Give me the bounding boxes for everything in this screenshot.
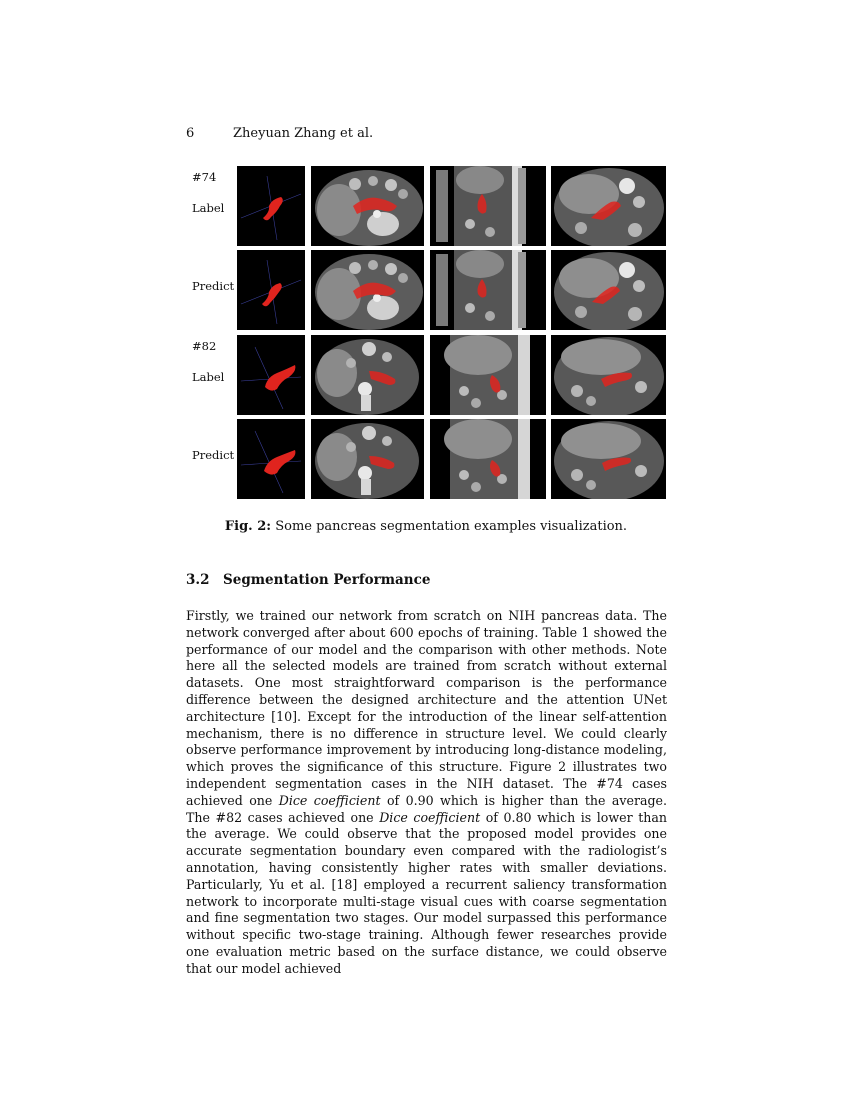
- figure-label: Fig. 2:: [224, 519, 272, 534]
- figure-caption: [186, 519, 666, 534]
- sagittal-ct-panel: [430, 166, 546, 246]
- sagittal-ct-panel: [430, 250, 546, 330]
- case-id: #74: [192, 170, 217, 184]
- coronal-ct-panel: [551, 419, 666, 499]
- sagittal-ct-panel: [430, 419, 546, 499]
- body-paragraph: [186, 608, 667, 978]
- sagittal-ct-panel: [430, 335, 546, 415]
- figure-caption-text: Some pancreas segmentation examples visualization.: [271, 519, 628, 534]
- case-id: #82: [192, 339, 217, 353]
- render-3d-panel: [237, 335, 305, 415]
- paragraph-emphasis: Dice coefficient: [379, 809, 481, 825]
- coronal-ct-panel: [551, 166, 666, 246]
- axial-ct-panel: [311, 166, 424, 246]
- render-3d-panel: [237, 166, 305, 246]
- figure-row-case82-label: [186, 335, 666, 415]
- section-title: Segmentation Performance: [223, 572, 431, 588]
- figure-row-case82-predict: [186, 419, 666, 499]
- row-type-label: Predict: [192, 279, 235, 293]
- paragraph-text: of 0.90 which is higher than the average. The #82 cases achieved one: [186, 792, 667, 825]
- page-number: 6: [186, 126, 195, 141]
- coronal-ct-panel: [551, 250, 666, 330]
- axial-ct-panel: [311, 419, 424, 499]
- row-type-label: Predict: [192, 448, 235, 462]
- paragraph-text: of 0.80 which is lower than the average. We could observe that the proposed model provides one accurate segmentation boundary even compared with the radiologist’s annotation, having consistently higher rates with smaller deviations. Particularly, Yu et al. [18] employed a recurrent saliency transformation network to incorporate multi-stage visual cues with coarse segmentation and fine segmentation two stages. Our model surpassed this performance without specific two-stage training. Although fewer researches provide one evaluation metric based on the surface distance, we could observe that our model achieved: [186, 809, 667, 976]
- coronal-ct-panel: [551, 335, 666, 415]
- section-number: 3.2: [186, 572, 210, 588]
- paragraph-emphasis: Dice coefficient: [278, 792, 381, 808]
- row-type-label: Label: [192, 201, 225, 215]
- row-type-label: Label: [192, 370, 225, 384]
- render-3d-panel: [237, 250, 305, 330]
- render-3d-panel: [237, 419, 305, 499]
- running-head: Zheyuan Zhang et al.: [233, 126, 374, 141]
- section-heading: [186, 572, 430, 588]
- paragraph-text: Firstly, we trained our network from scratch on NIH pancreas data. The network converged after about 600 epochs of training. Table 1 showed the performance of our model and the comparison with other methods. Note here all the selected models are trained from scratch without external datasets. One most straightforward comparison is the performance difference between the designed architecture and the attention UNet architecture [10]. Except for the introduction of the linear self-attention mechanism, there is no difference in structure level. We could clearly observe performance improvement by introducing long-distance modeling, which proves the significance of this structure. Figure 2 illustrates two independent segmentation cases in the NIH dataset. The #74 cases achieved one: [186, 608, 667, 808]
- axial-ct-panel: [311, 335, 424, 415]
- figure-row-case74-predict: [186, 250, 666, 330]
- figure-row-case74-label: [186, 166, 666, 246]
- axial-ct-panel: [311, 250, 424, 330]
